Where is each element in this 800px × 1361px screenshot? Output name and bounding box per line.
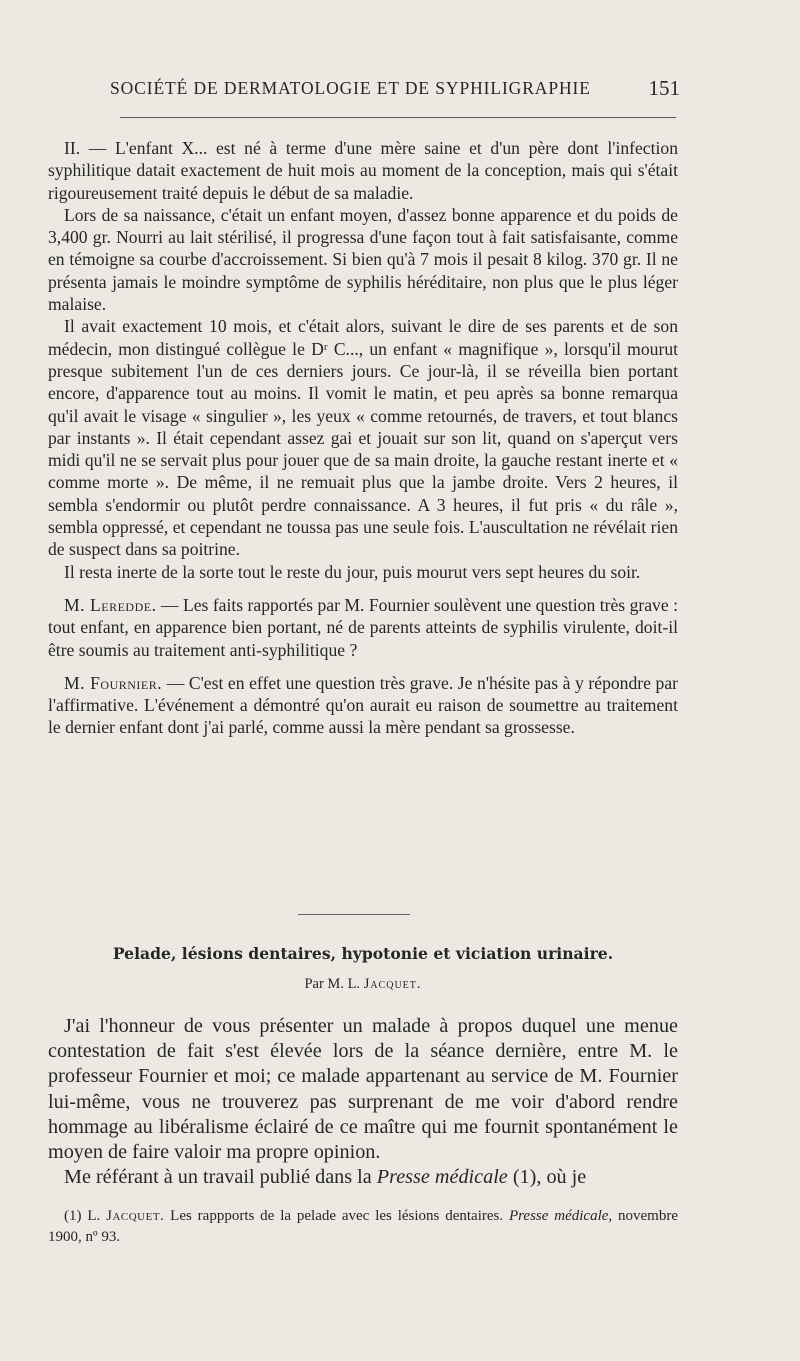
speaker-leredde: M. Leredde.	[64, 594, 157, 615]
case-paragraph-1: II. — L'enfant X... est né à terme d'une mère saine et d'un père dont l'infection syphilitique datait exactement de huit mois au moment de la conception, mais qui s'était rigoureusement traité depuis le début de sa maladie.	[48, 138, 678, 203]
article-title: Pelade, lésions dentaires, hypotonie et viciation urinaire.	[112, 944, 614, 963]
article-paragraph-2	[48, 1165, 678, 1190]
running-head	[110, 78, 680, 99]
case-paragraph-4: Il resta inerte de la sorte tout le reste du jour, puis mourut vers sept heures du soir.	[64, 561, 641, 582]
running-title: SOCIÉTÉ DE DERMATOLOGIE ET DE SYPHILIGRAPHIE	[110, 78, 591, 98]
article-paragraph-1: J'ai l'honneur de vous présenter un malade à propos duquel une menue contestation de fait s'est élevée lors de la séance dernière, entre M. le professeur Fournier et moi; ce malade appartenant au service de M. Fournier lui-même, vous ne trouverez pas surprenant de me voir d'abord rendre hommage au libéralisme éclairé de ce maître qui me fournit spontanément le moyen de faire valoir ma propre opinion.	[48, 1015, 678, 1164]
case-paragraph-2: Lors de sa naissance, c'était un enfant moyen, d'assez bonne apparence et du poids de 3,400 gr. Nourri au lait stérilisé, il progressa d'une façon tout à fait satisfaisante, comme en témoigne sa courbe d'accroissement. Si bien qu'à 7 mois il pesait 8 kilog. 370 gr. Il ne présenta jamais le moindre symptôme de syphilis héréditaire, non plus que le plus léger malaise.	[48, 204, 678, 315]
journal-name: Presse médicale	[376, 1166, 508, 1189]
case-paragraph-3: Il avait exactement 10 mois, et c'était alors, suivant le dire de ses parents et de son médecin, mon distingué collègue le Dʳ C..., un enfant « magnifique », lorsqu'il mourut presque subitement l'un de ces derniers jours. Ce jour-là, il se réveilla bien portant encore, d'apparence tout au moins. Il vomit le matin, et peu après sa bonne remarqua qu'il avait le visage « singulier », les yeux « comme retournés, de travers, et tout blancs par instants ». Il était cependant assez gai et jouait sur son lit, quand on s'aperçut vers midi qu'il ne se servait plus pour jouer que de sa main droite, la gauche restant inerte et « comme morte ». De même, il ne remuait plus que la jambe droite. Vers 2 heures, il sembla s'endormir ou plutôt perdre connaissance. A 3 heures, il fut pris « du râle », sembla oppressé, et cependant ne toussa pas une seule fois. L'auscultation ne révélait rien de suspect dans sa poitrine.	[48, 316, 678, 560]
byline-prefix: Par M. L.	[304, 976, 364, 992]
footnote-date: novembre 1900, nº 93.	[48, 1208, 678, 1245]
fournier-reply-text: — C'est en effet une question très grave. Je n'hésite pas à y répondre par l'affirmative. L'événement a démontré qu'on aurait eu raison de soumettre au traitement le dernier enfant dont j'ai parlé, comme aussi la mère pendant sa grossesse.	[48, 672, 678, 738]
speaker-fournier: M. Fournier.	[64, 672, 163, 693]
section-separator	[298, 914, 410, 915]
paragraph-2-start: Me référant à un travail publié dans la	[64, 1166, 377, 1189]
footnote-prefix: (1) L.	[64, 1208, 107, 1224]
footnote	[48, 1206, 678, 1248]
article-byline	[48, 976, 678, 993]
leredde-remark-text: — Les faits rapportés par M. Fournier soulèvent une question très grave : tout enfant, en apparence bien portant, né de parents atteints de syphilis virulente, doit-il être soumis au traitement anti-syphilitique ?	[48, 594, 678, 660]
footnote-journal: Presse médicale,	[508, 1208, 613, 1224]
article-text	[48, 1014, 678, 1190]
footnote-1	[48, 1206, 678, 1248]
paragraph-2-end: (1), où je	[507, 1166, 587, 1189]
page-number: 151	[648, 76, 680, 100]
fournier-reply	[48, 672, 678, 739]
byline-author: Jacquet.	[363, 976, 422, 992]
leredde-remark	[48, 594, 678, 661]
footnote-author: Jacquet.	[106, 1208, 165, 1224]
header-rule	[120, 117, 676, 118]
footnote-text: Les rappports de la pelade avec les lésions dentaires.	[164, 1208, 509, 1224]
case-report-text	[48, 137, 678, 739]
